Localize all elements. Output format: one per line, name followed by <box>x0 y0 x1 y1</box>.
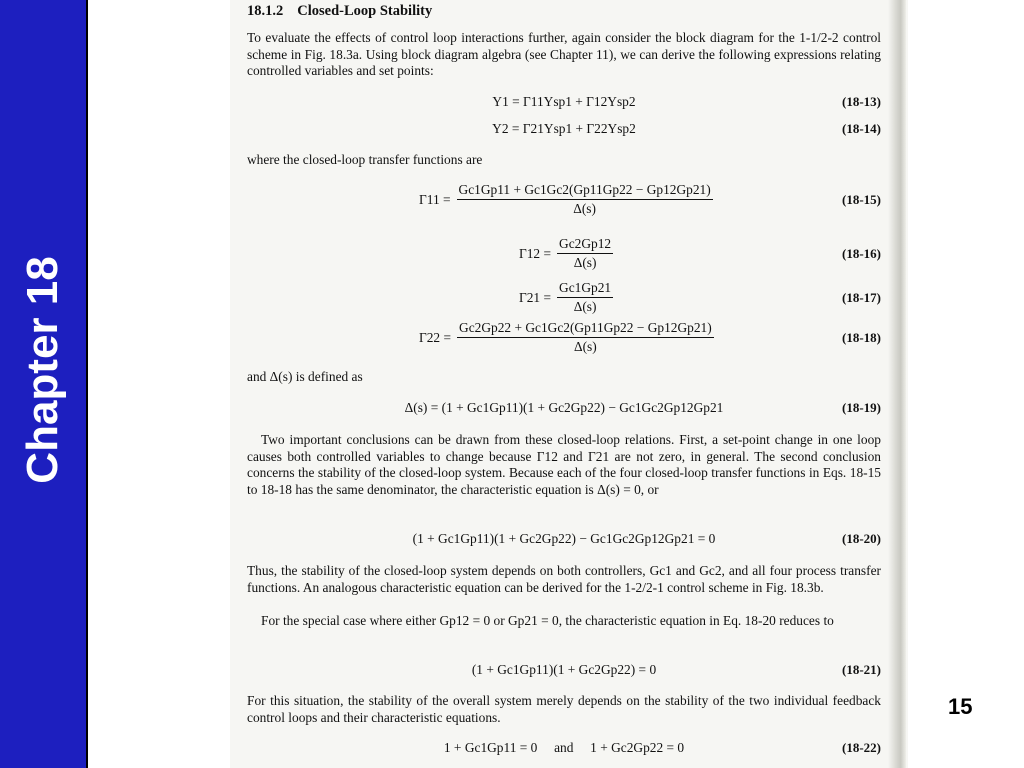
equation-expression: Y2 = Γ21Ysp1 + Γ22Ysp2 <box>492 121 636 136</box>
equation-number: (18-16) <box>842 246 881 261</box>
fraction <box>457 320 714 355</box>
fraction-denominator: Δ(s) <box>573 255 597 270</box>
fraction-denominator: Δ(s) <box>573 299 597 314</box>
paragraph-intro: To evaluate the effects of control loop interactions further, again consider the block diagram for the 1-1/2-2 control scheme in Fig. 18.3a. Using block diagram algebra (see Chapter 11), we can derive the following expressions relating controlled variables and set points: <box>247 30 881 78</box>
equation-18-14 <box>247 121 881 145</box>
equation-number: (18-18) <box>842 330 881 345</box>
equation-expression: Y1 = Γ11Ysp1 + Γ12Ysp2 <box>492 94 636 109</box>
equation-lhs: Γ21 = <box>519 289 552 305</box>
equation-expression: (1 + Gc1Gp11)(1 + Gc2Gp22) − Gc1Gc2Gp12Gp21 = 0 <box>412 531 716 546</box>
equation-number: (18-22) <box>842 740 881 755</box>
equation-18-20 <box>247 531 881 555</box>
fraction <box>557 280 613 315</box>
fraction-denominator: Δ(s) <box>573 339 597 354</box>
equation-number: (18-19) <box>842 400 881 415</box>
chapter-sidebar <box>0 0 88 768</box>
equation-number: (18-15) <box>842 192 881 207</box>
fraction-numerator: Gc1Gp11 + Gc1Gc2(Gp11Gp22 − Gp12Gp21) <box>457 182 713 200</box>
fraction <box>457 182 713 217</box>
paragraph-stability: Thus, the stability of the closed-loop system depends on both controllers, Gc1 and Gc2, and all four process transfer functions. An analogous characteristic equation can be derived for the 1-2/2-1 control scheme in Fig. 18.3b. <box>247 563 881 595</box>
equation-expression: 1 + Gc1Gp11 = 0 and 1 + Gc2Gp22 = 0 <box>443 740 685 755</box>
equation-18-16 <box>247 234 881 274</box>
equation-18-13 <box>247 94 881 118</box>
section-title: Closed-Loop Stability <box>297 3 433 19</box>
equation-number: (18-14) <box>842 121 881 136</box>
equation-number: (18-17) <box>842 290 881 305</box>
equation-18-19 <box>247 400 881 424</box>
equation-18-17 <box>247 278 881 318</box>
fraction-numerator: Gc1Gp21 <box>557 280 613 298</box>
section-number: 18.1.2 <box>247 3 284 19</box>
equation-lhs: Γ12 = <box>519 245 552 261</box>
equation-expression: (1 + Gc1Gp11)(1 + Gc2Gp22) = 0 <box>471 662 657 677</box>
equation-18-21 <box>247 662 881 686</box>
equation-number: (18-13) <box>842 94 881 109</box>
section-heading <box>247 3 432 20</box>
equation-18-18 <box>247 318 881 358</box>
equation-18-22 <box>247 740 881 764</box>
equation-number: (18-20) <box>842 531 881 546</box>
paragraph-transfer-functions: where the closed-loop transfer functions are <box>247 152 483 167</box>
fraction <box>557 236 613 271</box>
paragraph-individual-loops: For this situation, the stability of the overall system merely depends on the stability of the two individual feedback control loops and their characteristic equations. <box>247 693 881 725</box>
equation-expression: Δ(s) = (1 + Gc1Gp11)(1 + Gc2Gp22) − Gc1Gc2Gp12Gp21 <box>404 400 724 415</box>
paragraph-special-case: For the special case where either Gp12 = 0 or Gp21 = 0, the characteristic equation in Eq. 18-20 reduces to <box>261 613 834 628</box>
equation-number: (18-21) <box>842 662 881 677</box>
fraction-numerator: Gc2Gp12 <box>557 236 613 254</box>
equation-lhs: Γ11 = <box>419 191 451 207</box>
fraction-numerator: Gc2Gp22 + Gc1Gc2(Gp11Gp22 − Gp12Gp21) <box>457 320 714 338</box>
chapter-title: Chapter 18 <box>18 256 67 484</box>
paragraph-conclusions: Two important conclusions can be drawn from these closed-loop relations. First, a set-point change in one loop causes both controlled variables to change because Γ12 and Γ21 are not zero, in general. The second conclusion concerns the stability of the closed-loop system. Because each of the four closed-loop transfer functions in Eqs. 18-15 to 18-18 has the same denominator, the characteristic equation is Δ(s) = 0, or <box>247 432 881 497</box>
paragraph-delta-defined: and Δ(s) is defined as <box>247 369 363 384</box>
equation-lhs: Γ22 = <box>419 329 452 345</box>
page-binding-shadow <box>888 0 906 768</box>
fraction-denominator: Δ(s) <box>573 201 596 216</box>
equation-18-15 <box>247 180 881 220</box>
slide-page-number: 15 <box>948 694 973 719</box>
